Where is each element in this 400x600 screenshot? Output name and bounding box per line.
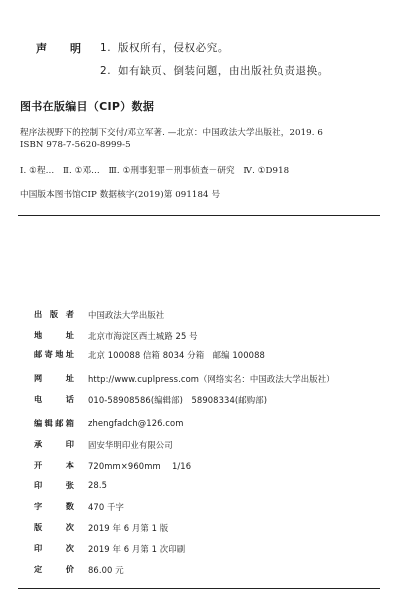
publication-row-label: 承 印 xyxy=(34,439,74,449)
publication-row xyxy=(34,439,374,453)
cip-classification: Ⅰ. ①程… Ⅱ. ①邓… Ⅲ. ①刑事犯罪－刑事侦查－研究 Ⅳ. ①D918 xyxy=(20,166,290,176)
publication-row-value: zhengfadch@126.com xyxy=(88,418,184,428)
publication-row-label: 邮 寄 地 址 xyxy=(34,349,74,359)
publication-row-value: 720mm×960mm 1/16 xyxy=(88,461,192,471)
publication-row-value: 北京 100088 信箱 8034 分箱 邮编 100088 xyxy=(88,350,265,360)
publication-row xyxy=(34,349,374,363)
publication-row-label: 网 址 xyxy=(34,373,74,383)
declaration-item-text: 版权所有，侵权必究。 xyxy=(117,42,229,54)
cip-isbn: ISBN 978-7-5620-8999-5 xyxy=(20,140,131,150)
declaration-label xyxy=(36,40,82,56)
divider-rule-top xyxy=(18,215,380,216)
cip-record-number: 中国版本图书馆CIP 数据核字(2019)第 091184 号 xyxy=(20,190,221,200)
declaration-label-char-1: 声 xyxy=(36,42,48,55)
cip-title: 图书在版编目（CIP）数据 xyxy=(20,100,155,113)
declaration-item-copyright xyxy=(100,40,229,55)
publication-row-label: 定 价 xyxy=(34,564,74,574)
publication-row-value: http://www.cuplpress.com（网络实名：中国政法大学出版社） xyxy=(88,374,335,384)
publication-row-value: 2019 年 6 月第 1 版 xyxy=(88,523,169,533)
publication-row xyxy=(34,373,374,387)
publication-row xyxy=(34,309,374,323)
divider-rule-bottom xyxy=(18,588,380,589)
publication-row-label: 字 数 xyxy=(34,501,74,511)
declaration-label-char-2: 明 xyxy=(70,42,82,55)
publication-row-value: 010-58908586(编辑部) 58908334(邮购部) xyxy=(88,395,268,405)
publication-row xyxy=(34,480,374,494)
declaration-item-number: 2. xyxy=(100,65,112,77)
declaration-item-number: 1. xyxy=(100,42,112,54)
publication-row-value: 86.00 元 xyxy=(88,565,124,575)
publication-row xyxy=(34,543,374,557)
publication-row xyxy=(34,522,374,536)
publication-row xyxy=(34,460,374,474)
cip-catalog-entry: 程序法视野下的控制下交付/邓立军著. —北京：中国政法大学出版社，2019. 6 xyxy=(20,128,323,138)
declaration-item-text: 如有缺页、倒装问题，由出版社负责退换。 xyxy=(117,65,329,77)
publication-row-label: 版 次 xyxy=(34,522,74,532)
publication-row-label: 开 本 xyxy=(34,460,74,470)
publication-row-label: 印 张 xyxy=(34,480,74,490)
publication-row-label: 电 话 xyxy=(34,394,74,404)
publication-row-value: 28.5 xyxy=(88,480,108,490)
publication-row-label: 印 次 xyxy=(34,543,74,553)
publication-row-label: 编 辑 邮 箱 xyxy=(34,418,74,428)
declaration-item-returns xyxy=(100,63,329,78)
publication-row-value: 中国政法大学出版社 xyxy=(88,310,165,320)
publication-row-value: 2019 年 6 月第 1 次印刷 xyxy=(88,544,186,554)
publication-row-label: 地 址 xyxy=(34,330,74,340)
publication-row xyxy=(34,418,374,432)
publication-row-value: 470 千字 xyxy=(88,502,124,512)
publication-row-label: 出 版 者 xyxy=(34,309,74,319)
publication-row-value: 北京市海淀区西土城路 25 号 xyxy=(88,331,198,341)
publication-row xyxy=(34,501,374,515)
publication-row xyxy=(34,394,374,408)
publication-row xyxy=(34,330,374,344)
publication-row-value: 固安华明印业有限公司 xyxy=(88,440,173,450)
publication-row xyxy=(34,564,374,578)
